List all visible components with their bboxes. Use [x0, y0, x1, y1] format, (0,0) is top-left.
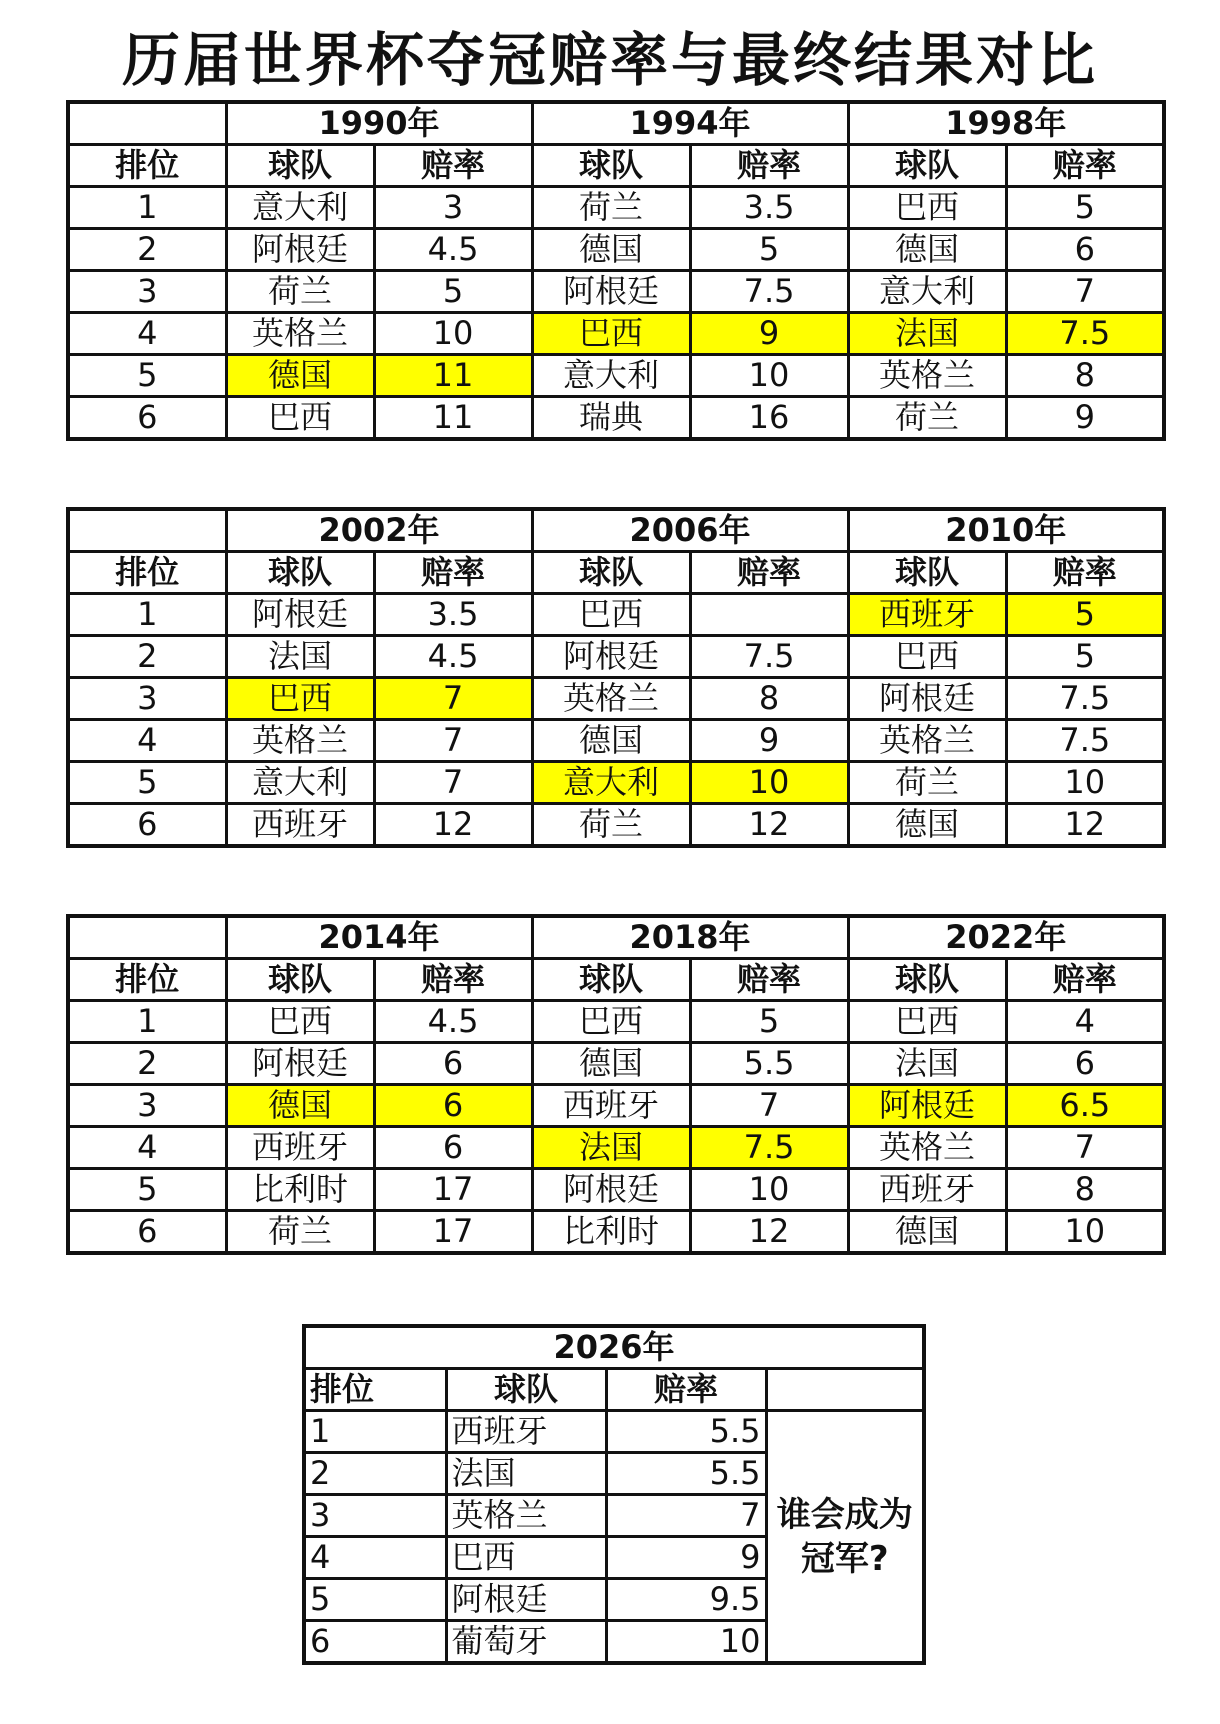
team-cell: 巴西: [532, 594, 690, 636]
blank-cell: [68, 916, 226, 959]
odds-cell: 6: [374, 1127, 532, 1169]
odds-cell: 5: [1006, 636, 1164, 678]
odds-cell: 6: [374, 1085, 532, 1127]
odds-cell: 5.5: [690, 1043, 848, 1085]
team-cell: 法国: [532, 1127, 690, 1169]
team-cell: 荷兰: [848, 397, 1006, 440]
prediction-table-2026: [302, 1324, 926, 1665]
table-row: [68, 1085, 1164, 1127]
rank-cell: 4: [68, 313, 226, 355]
odds-cell: 6.5: [1006, 1085, 1164, 1127]
odds-cell: 7: [1006, 271, 1164, 313]
team-cell: 德国: [848, 229, 1006, 271]
year-label: 2018年: [532, 916, 848, 959]
odds-cell: [690, 594, 848, 636]
team-cell: 西班牙: [848, 594, 1006, 636]
team-cell: 巴西: [532, 1001, 690, 1043]
odds-cell: 10: [374, 313, 532, 355]
team-cell: 瑞典: [532, 397, 690, 440]
team-cell: 法国: [848, 1043, 1006, 1085]
odds-cell: 10: [690, 762, 848, 804]
odds-table-1990-1998: [66, 100, 1166, 441]
odds-cell: 7: [374, 720, 532, 762]
table-row: [68, 1169, 1164, 1211]
team-header: 球队: [532, 552, 690, 594]
rank-cell: 2: [68, 229, 226, 271]
odds-cell: 5: [1006, 594, 1164, 636]
year-header-row: [304, 1326, 924, 1369]
odds-header: 赔率: [690, 552, 848, 594]
team-header: 球队: [848, 959, 1006, 1001]
team-cell: 荷兰: [532, 804, 690, 847]
column-header-row: [68, 959, 1164, 1001]
table-row: [68, 1043, 1164, 1085]
team-cell: 德国: [532, 229, 690, 271]
rank-cell: 2: [304, 1453, 446, 1495]
table-row: [68, 636, 1164, 678]
odds-cell: 3: [374, 187, 532, 229]
odds-cell: 7.5: [690, 271, 848, 313]
odds-header: 赔率: [690, 145, 848, 187]
odds-cell: 9: [606, 1537, 766, 1579]
team-cell: 比利时: [226, 1169, 374, 1211]
team-header: 球队: [226, 959, 374, 1001]
odds-cell: 8: [1006, 1169, 1164, 1211]
year-label: 2026年: [304, 1326, 924, 1369]
odds-header: 赔率: [374, 959, 532, 1001]
table-row: [68, 397, 1164, 440]
team-cell: 阿根廷: [532, 271, 690, 313]
odds-cell: 8: [1006, 355, 1164, 397]
year-label: 2022年: [848, 916, 1164, 959]
rank-cell: 3: [304, 1495, 446, 1537]
table-row: [68, 187, 1164, 229]
odds-cell: 5: [690, 229, 848, 271]
odds-cell: 5: [374, 271, 532, 313]
rank-header: 排位: [68, 145, 226, 187]
year-label: 1994年: [532, 102, 848, 145]
team-cell: 阿根廷: [446, 1579, 606, 1621]
odds-cell: 7: [606, 1495, 766, 1537]
odds-header: 赔率: [1006, 145, 1164, 187]
team-cell: 阿根廷: [226, 594, 374, 636]
rank-cell: 6: [68, 397, 226, 440]
team-cell: 巴西: [446, 1537, 606, 1579]
odds-cell: 7: [374, 678, 532, 720]
team-cell: 巴西: [532, 313, 690, 355]
odds-header: 赔率: [374, 145, 532, 187]
odds-header: 赔率: [374, 552, 532, 594]
rank-cell: 3: [68, 271, 226, 313]
blank-cell: [68, 509, 226, 552]
odds-cell: 12: [374, 804, 532, 847]
year-label: 2014年: [226, 916, 532, 959]
odds-cell: 12: [1006, 804, 1164, 847]
year-label: 1990年: [226, 102, 532, 145]
team-cell: 英格兰: [848, 355, 1006, 397]
odds-cell: 9.5: [606, 1579, 766, 1621]
odds-cell: 7.5: [1006, 313, 1164, 355]
team-header: 球队: [532, 145, 690, 187]
table-row: [68, 594, 1164, 636]
team-cell: 阿根廷: [848, 678, 1006, 720]
odds-cell: 7.5: [690, 1127, 848, 1169]
odds-cell: 6: [1006, 1043, 1164, 1085]
table-row: [68, 1127, 1164, 1169]
column-header-row: [68, 552, 1164, 594]
rank-header: 排位: [68, 959, 226, 1001]
team-cell: 法国: [848, 313, 1006, 355]
odds-cell: 10: [690, 355, 848, 397]
rank-cell: 2: [68, 1043, 226, 1085]
odds-table-2002-2010: [66, 507, 1166, 848]
odds-cell: 9: [690, 720, 848, 762]
team-cell: 意大利: [226, 762, 374, 804]
team-cell: 葡萄牙: [446, 1621, 606, 1664]
odds-cell: 4.5: [374, 1001, 532, 1043]
page-title: 历届世界杯夺冠赔率与最终结果对比: [121, 26, 1098, 94]
rank-cell: 1: [304, 1411, 446, 1453]
odds-cell: 4: [1006, 1001, 1164, 1043]
odds-cell: 17: [374, 1169, 532, 1211]
rank-cell: 1: [68, 1001, 226, 1043]
rank-cell: 5: [68, 762, 226, 804]
team-cell: 德国: [532, 720, 690, 762]
odds-cell: 4.5: [374, 636, 532, 678]
odds-cell: 4.5: [374, 229, 532, 271]
rank-cell: 6: [304, 1621, 446, 1664]
rank-cell: 6: [68, 1211, 226, 1254]
team-header: 球队: [226, 552, 374, 594]
rank-cell: 5: [68, 355, 226, 397]
team-header: 球队: [848, 552, 1006, 594]
odds-cell: 7.5: [1006, 678, 1164, 720]
odds-header: 赔率: [690, 959, 848, 1001]
odds-cell: 3.5: [690, 187, 848, 229]
table-row: [68, 720, 1164, 762]
odds-cell: 5: [1006, 187, 1164, 229]
team-cell: 阿根廷: [226, 1043, 374, 1085]
team-header: 球队: [848, 145, 1006, 187]
odds-cell: 10: [606, 1621, 766, 1664]
team-cell: 意大利: [532, 762, 690, 804]
column-header-row: [68, 145, 1164, 187]
column-header-row: [304, 1369, 924, 1411]
team-cell: 巴西: [848, 187, 1006, 229]
odds-cell: 9: [690, 313, 848, 355]
team-cell: 巴西: [848, 1001, 1006, 1043]
rank-cell: 4: [68, 720, 226, 762]
odds-cell: 5: [690, 1001, 848, 1043]
team-cell: 巴西: [226, 678, 374, 720]
rank-cell: 5: [68, 1169, 226, 1211]
odds-table-2014-2022: [66, 914, 1166, 1255]
table-row: [68, 1211, 1164, 1254]
table-row: [68, 804, 1164, 847]
team-cell: 德国: [532, 1043, 690, 1085]
table-row: [68, 762, 1164, 804]
team-header: 球队: [532, 959, 690, 1001]
team-cell: 荷兰: [848, 762, 1006, 804]
table-row: [304, 1411, 924, 1453]
table-row: [68, 355, 1164, 397]
rank-cell: 1: [68, 594, 226, 636]
question-text: 谁会成为冠军?: [766, 1411, 924, 1664]
rank-cell: 3: [68, 678, 226, 720]
rank-cell: 2: [68, 636, 226, 678]
team-cell: 荷兰: [226, 271, 374, 313]
team-cell: 英格兰: [848, 1127, 1006, 1169]
year-header-row: [68, 916, 1164, 959]
team-cell: 阿根廷: [226, 229, 374, 271]
rank-cell: 5: [304, 1579, 446, 1621]
team-cell: 意大利: [226, 187, 374, 229]
team-cell: 比利时: [532, 1211, 690, 1254]
team-cell: 阿根廷: [532, 1169, 690, 1211]
odds-cell: 10: [1006, 1211, 1164, 1254]
team-cell: 德国: [226, 1085, 374, 1127]
year-header-row: [68, 509, 1164, 552]
team-cell: 英格兰: [446, 1495, 606, 1537]
rank-header: 排位: [68, 552, 226, 594]
team-cell: 德国: [848, 1211, 1006, 1254]
odds-cell: 8: [690, 678, 848, 720]
odds-cell: 5.5: [606, 1453, 766, 1495]
odds-cell: 6: [374, 1043, 532, 1085]
rank-cell: 4: [304, 1537, 446, 1579]
odds-header: 赔率: [1006, 959, 1164, 1001]
team-cell: 西班牙: [446, 1411, 606, 1453]
team-cell: 阿根廷: [532, 636, 690, 678]
team-cell: 德国: [848, 804, 1006, 847]
year-label: 1998年: [848, 102, 1164, 145]
team-cell: 西班牙: [532, 1085, 690, 1127]
odds-header: 赔率: [1006, 552, 1164, 594]
team-cell: 荷兰: [532, 187, 690, 229]
team-cell: 西班牙: [226, 1127, 374, 1169]
team-cell: 巴西: [226, 1001, 374, 1043]
team-cell: 阿根廷: [848, 1085, 1006, 1127]
odds-cell: 5.5: [606, 1411, 766, 1453]
table-row: [68, 229, 1164, 271]
odds-cell: 7: [690, 1085, 848, 1127]
odds-cell: 10: [690, 1169, 848, 1211]
year-label: 2010年: [848, 509, 1164, 552]
table-row: [68, 313, 1164, 355]
year-label: 2006年: [532, 509, 848, 552]
odds-cell: 16: [690, 397, 848, 440]
team-cell: 意大利: [532, 355, 690, 397]
rank-cell: 3: [68, 1085, 226, 1127]
team-cell: 荷兰: [226, 1211, 374, 1254]
odds-cell: 17: [374, 1211, 532, 1254]
odds-cell: 9: [1006, 397, 1164, 440]
odds-cell: 7.5: [690, 636, 848, 678]
year-header-row: [68, 102, 1164, 145]
table-row: [68, 1001, 1164, 1043]
table-row: [68, 678, 1164, 720]
team-cell: 西班牙: [226, 804, 374, 847]
rank-cell: 4: [68, 1127, 226, 1169]
team-cell: 法国: [226, 636, 374, 678]
blank-cell: [68, 102, 226, 145]
year-label: 2002年: [226, 509, 532, 552]
team-cell: 英格兰: [848, 720, 1006, 762]
team-cell: 英格兰: [226, 313, 374, 355]
odds-cell: 12: [690, 804, 848, 847]
team-cell: 英格兰: [226, 720, 374, 762]
table-row: [68, 271, 1164, 313]
odds-cell: 7: [1006, 1127, 1164, 1169]
team-cell: 英格兰: [532, 678, 690, 720]
odds-cell: 12: [690, 1211, 848, 1254]
odds-cell: 10: [1006, 762, 1164, 804]
odds-cell: 11: [374, 397, 532, 440]
team-header: 球队: [446, 1369, 606, 1411]
team-cell: 巴西: [226, 397, 374, 440]
odds-cell: 7: [374, 762, 532, 804]
odds-cell: 7.5: [1006, 720, 1164, 762]
rank-cell: 6: [68, 804, 226, 847]
odds-cell: 6: [1006, 229, 1164, 271]
rank-cell: 1: [68, 187, 226, 229]
team-cell: 德国: [226, 355, 374, 397]
team-cell: 西班牙: [848, 1169, 1006, 1211]
odds-cell: 3.5: [374, 594, 532, 636]
team-cell: 法国: [446, 1453, 606, 1495]
rank-header: 排位: [304, 1369, 446, 1411]
blank-cell: [766, 1369, 924, 1411]
team-cell: 意大利: [848, 271, 1006, 313]
odds-header: 赔率: [606, 1369, 766, 1411]
odds-cell: 11: [374, 355, 532, 397]
team-header: 球队: [226, 145, 374, 187]
team-cell: 巴西: [848, 636, 1006, 678]
